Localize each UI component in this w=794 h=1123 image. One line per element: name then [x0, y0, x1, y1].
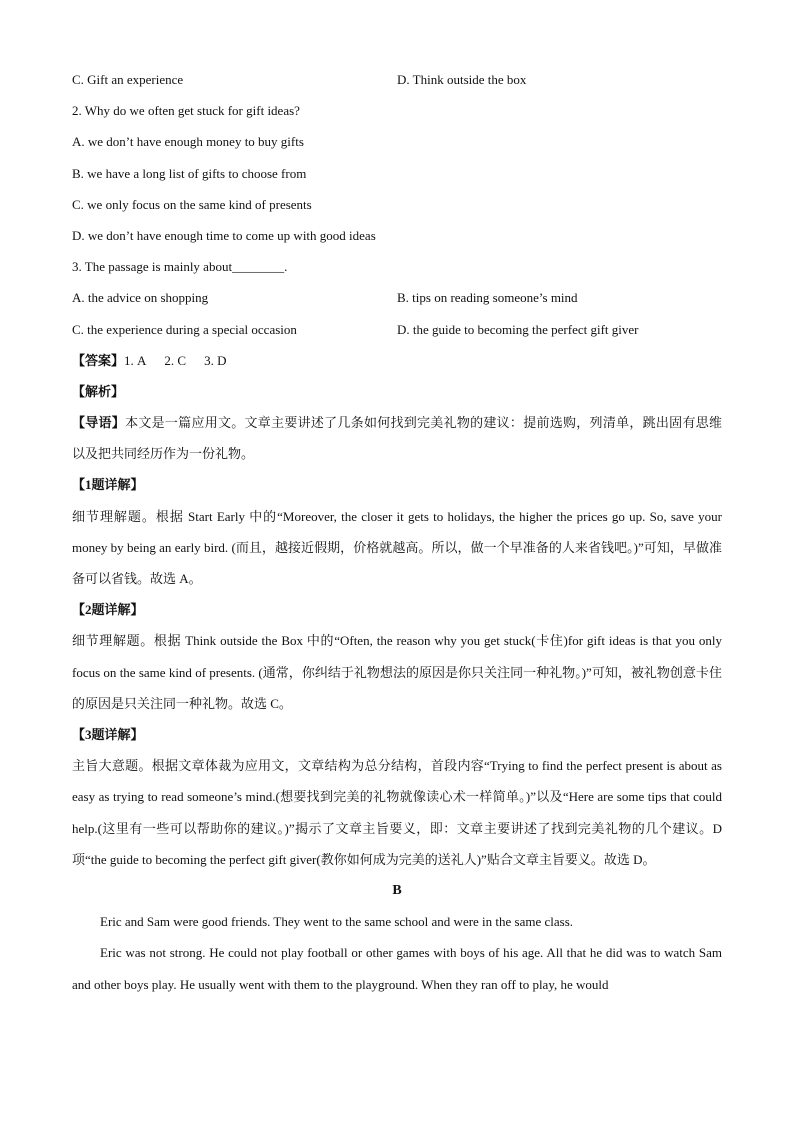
q2-option-d: D. we don’t have enough time to come up with good ideas: [72, 227, 376, 243]
answer-line: [72, 345, 722, 376]
detail-1-text: 细节理解题。根据 Start Early 中的“Moreover, the closer it gets to holidays, the higher the prices go up. So, save your money by being an early bird. (而且，越接近假期，价格就越高。所以，做一个早准备的人来省钱吧。)”可知，早做准备可以省钱。故选 A。: [72, 508, 722, 587]
guide-label: 【导语】: [72, 415, 126, 431]
guide-text: 本文是一篇应用文。文章主要讲述了几条如何找到完美礼物的建议：提前选购，列清单，跳出固有思维以及把共同经历作为一份礼物。: [72, 415, 722, 462]
detail-3-label: 【3题详解】: [72, 727, 144, 743]
guide-paragraph: [72, 407, 722, 469]
detail-3-text: 主旨大意题。根据文章体裁为应用文，文章结构为总分结构，首段内容“Trying to find the perfect present is about as easy as trying to read someone’s mind.(想要找到完美的礼物就像读心术一样简单。)”以及“Here are some tips that could help.(这里有一些可以帮助你的建议。)”揭示了文章主旨要义，即：文章主要讲述了找到完美礼物的几个建议。D 项“the guide to becoming the perfect gift giver(教你如何成为完美的送礼人)”贴合文章主旨要义。故选 D。: [72, 758, 722, 867]
section-b-paragraph-1: Eric and Sam were good friends. They went to the same school and were in the same class.: [100, 914, 574, 930]
q3-stem: 3. The passage is mainly about________.: [72, 259, 288, 275]
q2-option-c: C. we only focus on the same kind of presents: [72, 196, 312, 212]
q3-option-d: D. the guide to becoming the perfect gift giver: [397, 321, 639, 337]
q1-options-cd: [72, 64, 722, 95]
detail-1-label: 【1题详解】: [72, 477, 144, 493]
answer-label: 【答案】: [72, 352, 125, 368]
detail-2-label: 【2题详解】: [72, 602, 144, 618]
section-b-paragraph-2: Eric was not strong. He could not play football or other games with boys of his age. All that he did was to watch Sam and other boys play. He usually went with them to the playground. When they ran off to play, he would: [72, 945, 722, 992]
q2-stem: 2. Why do we often get stuck for gift ideas?: [72, 103, 300, 119]
q1-option-d: D. Think outside the box: [397, 72, 527, 87]
answer-1: 1. A: [124, 352, 147, 368]
q3-option-c: C. the experience during a special occasion: [72, 321, 297, 337]
q2-option-b: B. we have a long list of gifts to choose from: [72, 165, 307, 181]
q3-options-cd: [72, 314, 722, 345]
q3-options-ab: [72, 282, 722, 313]
analysis-label: 【解析】: [72, 383, 125, 399]
q1-option-c: C. Gift an experience: [72, 72, 184, 87]
answer-3: 3. D: [204, 352, 227, 368]
section-b-heading: B: [392, 883, 402, 899]
q3-option-a: A. the advice on shopping: [72, 290, 209, 306]
detail-2-text: 细节理解题。根据 Think outside the Box 中的“Often, the reason why you get stuck(卡住)for gift ideas is that you only focus on the same kind of presents. (通常，你纠结于礼物想法的原因是你只关注同一种礼物。)”可知，被礼物创意卡住的原因是只关注同一种礼物。故选 C。: [72, 633, 722, 711]
q2-option-a: A. we don’t have enough money to buy gifts: [72, 134, 304, 150]
q3-option-b: B. tips on reading someone’s mind: [397, 290, 578, 306]
answer-2: 2. C: [164, 352, 187, 368]
